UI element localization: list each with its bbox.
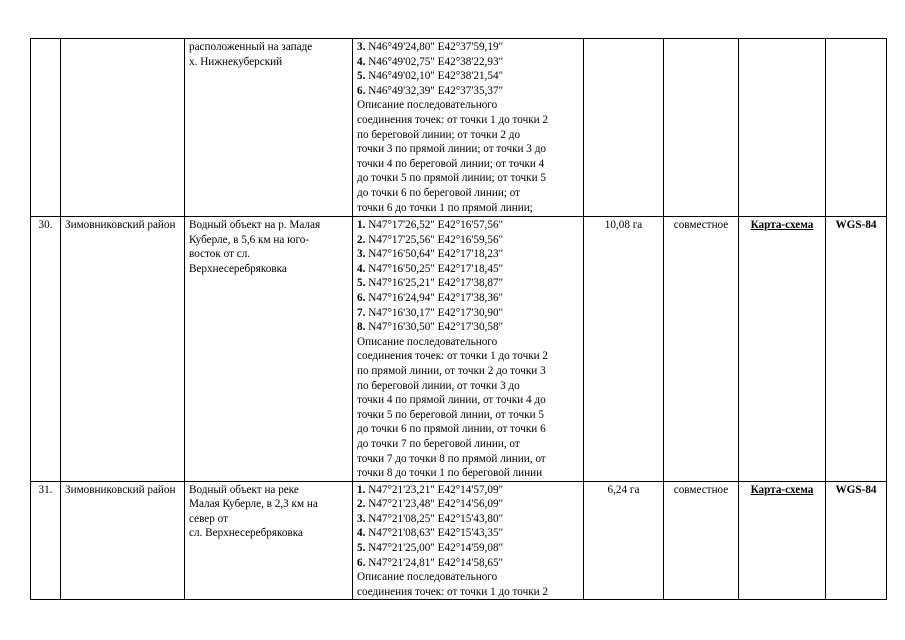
coordinates-cell (353, 217, 584, 482)
point-coordinates: N47°16'25,21" E42°17'38,87" (368, 277, 504, 290)
location-description-line: Малая Куберле, в 2,3 км на (189, 498, 318, 511)
point-coordinates: N47°21'08,63" E42°15'43,35" (368, 527, 504, 540)
location-description-line: сл. Верхнесеребряковка (189, 527, 304, 540)
connection-description-line: до точки 5 по прямой линии; от точки 5 (357, 172, 546, 185)
map-scheme-link[interactable]: Карта-схема (750, 483, 814, 496)
point-coordinates: N47°16'50,25" E42°17'18,45" (368, 262, 504, 275)
point-coordinates: N47°21'08,25" E42°15'43,80" (368, 512, 504, 525)
point-coordinates: N47°21'23,21" E42°14'57,09" (368, 483, 504, 496)
district-cell (61, 217, 185, 482)
map-cell (739, 217, 826, 482)
coordinate-point (357, 218, 579, 233)
connection-description-line: до точки 6 по прямой линии, от точки 6 (357, 423, 546, 436)
connection-description-line: соединения точек: от точки 1 до точки 2 (357, 113, 549, 126)
connection-description-line: по береговой линии; от точки 2 до (357, 128, 521, 141)
point-coordinates: N47°21'25,00" E42°14'59,08" (368, 542, 504, 555)
point-coordinates: N46°49'02,75" E42°38'22,93" (368, 55, 504, 68)
location-description-cell (185, 39, 353, 217)
location-description-line: Куберле, в 5,6 км на юго- (189, 233, 310, 246)
point-number: 3. (357, 41, 366, 53)
connection-description-line: Описание последовательного (357, 99, 498, 112)
location-description-line: Водный объект на реке (189, 483, 299, 496)
district-cell (61, 481, 185, 600)
point-number: 1. (357, 483, 366, 496)
point-coordinates: N47°17'25,56" E42°16'59,56" (368, 233, 504, 246)
coordinate-point (357, 247, 579, 262)
point-coordinates: N47°16'30,17" E42°17'30,90" (368, 306, 504, 319)
connection-description-line: точки 6 до точки 1 по прямой линии; (357, 201, 533, 214)
location-description-cell (185, 217, 353, 482)
connection-description-line: соединения точек: от точки 1 до точки 2 (357, 585, 549, 598)
map-cell (739, 39, 826, 217)
map-scheme-link[interactable]: Карта-схема (750, 219, 814, 231)
point-number: 1. (357, 219, 366, 231)
coordinate-point (357, 512, 579, 527)
area-cell (584, 217, 664, 482)
point-number: 3. (357, 512, 366, 525)
point-number: 6. (357, 84, 366, 97)
location-description-line: х. Нижнекуберский (189, 55, 283, 68)
point-number: 3. (357, 248, 366, 261)
use-type: совместное (673, 219, 729, 231)
coordinate-system: WGS-84 (835, 483, 877, 496)
point-coordinates: N47°17'26,52" E42°16'57,56" (368, 219, 504, 231)
connection-description-line: Описание последовательного (357, 335, 498, 348)
use-type-cell (664, 481, 739, 600)
point-number: 4. (357, 55, 366, 68)
coordinate-point (357, 526, 579, 541)
point-number: 6. (357, 556, 366, 569)
coordinate-point (357, 69, 579, 84)
point-number: 5. (357, 542, 366, 555)
location-description-line: Верхнесеребряковка (189, 262, 287, 275)
coordinate-point (357, 306, 579, 321)
point-coordinates: N46°49'02,10" E42°38'21,54" (368, 70, 504, 83)
coordinate-point (357, 320, 579, 335)
point-coordinates: N46°49'24,80" E42°37'59,19" (368, 41, 504, 53)
use-type-cell (664, 39, 739, 217)
water-objects-table (30, 38, 887, 600)
row-number-cell (31, 217, 61, 482)
coordinate-point (357, 40, 579, 55)
point-number: 8. (357, 321, 366, 334)
row-number-cell (31, 481, 61, 600)
connection-description-line: до точки 6 по береговой линии; от (357, 186, 521, 199)
connection-description-line: по береговой линии, от точки 3 до (357, 379, 520, 392)
coordinate-system: WGS-84 (835, 219, 877, 231)
coordinate-point (357, 497, 579, 512)
coordinate-system-cell (826, 481, 887, 600)
connection-description-line: точки 4 по береговой линии; от точки 4 (357, 157, 545, 170)
connection-description-line: по прямой линии, от точки 2 до точки 3 (357, 364, 546, 377)
point-number: 5. (357, 277, 366, 290)
area-cell (584, 39, 664, 217)
area-value: 10,08 га (604, 219, 643, 231)
point-number: 2. (357, 498, 366, 511)
coordinate-system-cell (826, 217, 887, 482)
area-value: 6,24 га (607, 483, 640, 496)
coordinate-system-cell (826, 39, 887, 217)
use-type: совместное (673, 483, 729, 496)
table-row (31, 39, 887, 217)
location-description-line: Водный объект на р. Малая (189, 219, 321, 231)
connection-description-line: точки 3 по прямой линии; от точки 3 до (357, 143, 546, 156)
use-type-cell (664, 217, 739, 482)
point-coordinates: N47°16'50,64" E42°17'18,23" (368, 248, 504, 261)
connection-description-line: точки 4 по прямой линии, от точки 4 до (357, 394, 546, 407)
coordinate-point (357, 55, 579, 70)
coordinate-point (357, 233, 579, 248)
location-description-line: север от (189, 512, 228, 525)
location-description-line: восток от сл. (189, 248, 251, 261)
area-cell (584, 481, 664, 600)
table-body (31, 39, 887, 600)
connection-description-line: точки 5 по береговой линии, от точки 5 (357, 408, 544, 421)
row-number: 31. (38, 483, 53, 496)
coordinate-point (357, 556, 579, 571)
point-coordinates: N47°16'24,94" E42°17'38,36" (368, 291, 504, 304)
location-description-cell (185, 481, 353, 600)
point-number: 6. (357, 291, 366, 304)
point-coordinates: N47°21'23,48" E42°14'56,09" (368, 498, 504, 511)
map-cell (739, 481, 826, 600)
coordinate-point (357, 483, 579, 498)
table-row (31, 217, 887, 482)
coordinate-point (357, 291, 579, 306)
point-coordinates: N47°16'30,50" E42°17'30,58" (368, 321, 504, 334)
point-number: 7. (357, 306, 366, 319)
connection-description-line: Описание последовательного (357, 571, 498, 584)
point-coordinates: N46°49'32,39" E42°37'35,37" (368, 84, 504, 97)
coordinates-cell (353, 39, 584, 217)
connection-description-line: соединения точек: от точки 1 до точки 2 (357, 350, 549, 363)
point-number: 2. (357, 233, 366, 246)
row-number-cell (31, 39, 61, 217)
district-name: Зимовниковский район (65, 483, 176, 496)
coordinate-point (357, 84, 579, 99)
point-number: 4. (357, 527, 366, 540)
row-number: 30. (38, 219, 53, 231)
point-number: 4. (357, 262, 366, 275)
district-name: Зимовниковский район (65, 219, 176, 231)
coordinate-point (357, 262, 579, 277)
table-row (31, 481, 887, 600)
connection-description-line: точки 7 до точки 8 по прямой линии, от (357, 452, 546, 465)
coordinate-point (357, 541, 579, 556)
connection-description-line: до точки 7 по береговой линии, от (357, 437, 520, 450)
point-coordinates: N47°21'24,81" E42°14'58,65" (368, 556, 504, 569)
coordinates-cell (353, 481, 584, 600)
point-number: 5. (357, 70, 366, 83)
coordinate-point (357, 276, 579, 291)
district-cell (61, 39, 185, 217)
location-description-line: расположенный на западе (189, 41, 313, 53)
connection-description-line: точки 8 до точки 1 по береговой линии (357, 467, 543, 480)
